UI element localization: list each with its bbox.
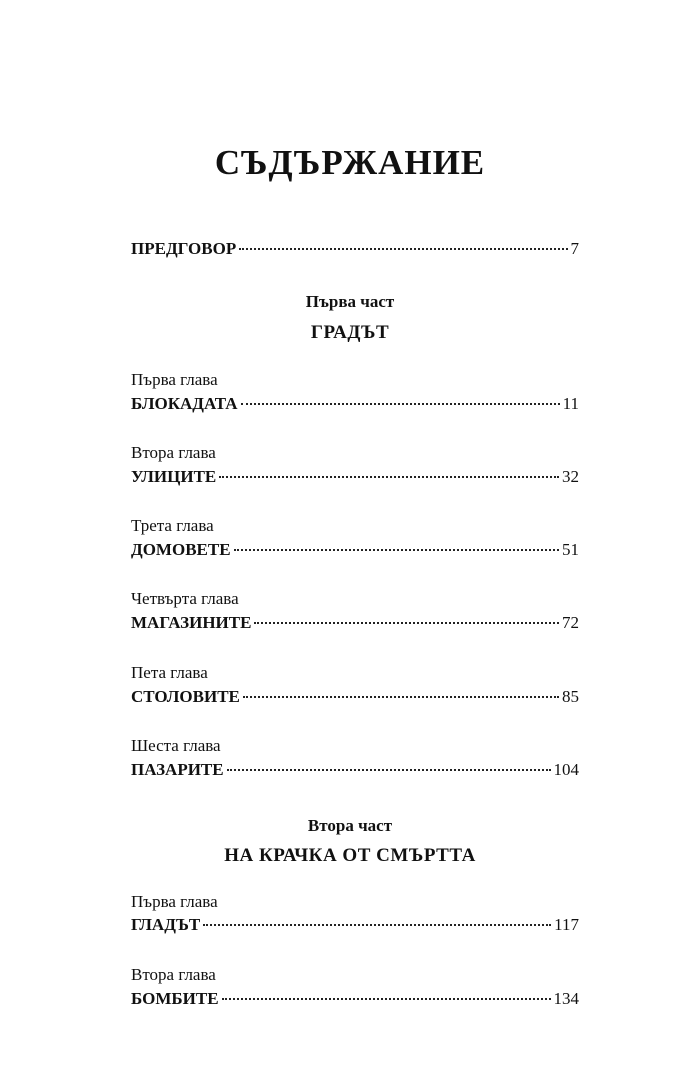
leader-dots [239,248,567,250]
chapter-number: Втора глава [131,965,216,984]
entry-page: 104 [553,760,579,779]
entry-page: 11 [562,394,579,413]
entry-page: 117 [554,915,579,934]
toc-entry [131,464,579,490]
entry-label: МАГАЗИНИТЕ [131,613,252,632]
entry-label: УЛИЦИТЕ [131,467,217,486]
entry-page: 134 [553,989,579,1008]
toc-entry [131,391,579,417]
toc-entry [131,537,579,563]
part-title: ГРАДЪТ [310,322,390,343]
toc-entry [131,986,579,1012]
leader-dots [254,622,559,624]
entry-label: ПАЗАРИТЕ [131,760,224,779]
chapter-number: Трета глава [131,516,214,535]
entry-label: БЛОКАДАТА [131,394,238,413]
toc-entry [131,610,579,636]
leader-dots [227,769,551,771]
leader-dots [234,549,559,551]
part-title: НА КРАЧКА ОТ СМЪРТТА [224,845,476,866]
entry-label: ГЛАДЪТ [131,915,201,934]
chapter-number: Шеста глава [131,736,221,755]
entry-page: 85 [562,687,579,706]
leader-dots [219,476,559,478]
entry-page: 72 [562,613,579,632]
entry-label: БОМБИТЕ [131,989,219,1008]
toc-entry [131,684,579,710]
entry-page: 32 [562,467,579,486]
entry-page: 51 [562,540,579,559]
toc-entry [131,757,579,783]
entry-label: СТОЛОВИТЕ [131,687,240,706]
leader-dots [203,924,551,926]
entry-label: ПРЕДГОВОР [131,239,237,258]
leader-dots [222,998,551,1000]
part-label: Първа част [305,292,395,311]
chapter-number: Втора глава [131,443,216,462]
leader-dots [243,696,559,698]
chapter-number: Първа глава [131,370,218,389]
entry-label: ДОМОВЕТЕ [131,540,231,559]
page-title: СЪДЪРЖАНИЕ [214,143,486,182]
toc-entry-preface [131,236,579,262]
entry-page: 7 [570,239,579,258]
chapter-number: Първа глава [131,892,218,911]
chapter-number: Четвърта глава [131,589,239,608]
part-label: Втора част [307,816,393,835]
chapter-number: Пета глава [131,663,208,682]
toc-entry [131,912,579,938]
leader-dots [241,403,560,405]
